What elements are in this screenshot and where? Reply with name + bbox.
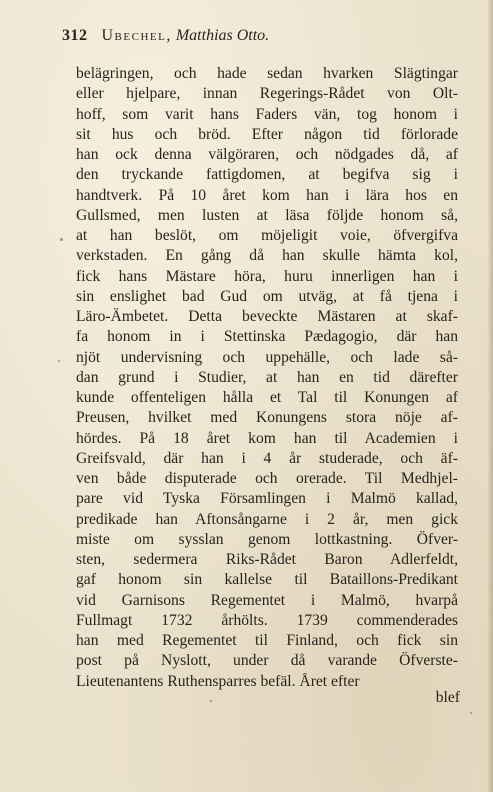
- text-line: vid Garnisons Regementet i Malmö, hvarpå: [76, 591, 458, 609]
- text-line: Läro-Ämbetet. Detta beveckte Mästaren at skaf-: [76, 308, 458, 325]
- text-line: post på Nyslott, under då varande Öfverste-: [76, 652, 458, 670]
- text-line: fa honom in i Stettinska Pædagogio, där han: [76, 328, 458, 346]
- text-line: han med Regementet til Finland, och fick sin: [76, 632, 458, 649]
- text-line: sin enslighet bad Gud om utväg, at få tjena i: [76, 287, 458, 305]
- catchword: blef: [435, 689, 460, 706]
- text-line: Preusen, hvilket med Konungens stora nöje af-: [76, 409, 458, 427]
- text-line: at han beslöt, om möjeligit voie, öfvergifva: [76, 227, 458, 244]
- text-line: sit hus och bröd. Efter någon tid förlorade: [76, 125, 458, 143]
- text-line: belägringen, och hade sedan hvarken Slägtingar: [76, 65, 458, 82]
- text-line: ven både disputerade och orerade. Til Medhjel-: [76, 470, 458, 487]
- paper-speck: [60, 238, 63, 241]
- text-line: dan grund i Studier, at han en tid därefter: [76, 368, 458, 386]
- text-line: Fullmagt 1732 århölts. 1739 commenderades: [76, 611, 458, 629]
- text-line: Lieutenantens Ruthensparres befäl. Året efter: [76, 672, 360, 690]
- running-header: [62, 24, 472, 48]
- text-line: den tryckande fattigdomen, at begifva sig i: [76, 166, 458, 184]
- text-line: eller hjelpare, innan Regerings-Rådet von Olt-: [76, 85, 458, 103]
- running-head: Ubechel,: [101, 27, 172, 44]
- paper-speck: [210, 700, 212, 702]
- page-edge-shadow: [487, 0, 493, 792]
- page-number: 312: [62, 27, 88, 44]
- text-line: sten, sedermera Riks-Rådet Baron Adlerfeldt,: [76, 551, 458, 568]
- text-line: gaf honom sin kallelse til Bataillons-Predikant: [76, 571, 458, 589]
- running-head-name: Matthias Otto.: [175, 27, 270, 44]
- text-line: verkstaden. En gång då han skulle hämta kol,: [76, 247, 458, 265]
- text-line: pare vid Tyska Församlingen i Malmö kallad,: [76, 490, 458, 508]
- text-line: Gullsmed, men lusten at läsa följde honom så,: [76, 206, 458, 224]
- text-line: hördes. På 18 året kom han til Academien i: [76, 429, 458, 447]
- text-line: fick hans Mästare höra, huru innerligen han i: [76, 267, 458, 285]
- paper-speck: [58, 360, 60, 362]
- text-line: handtverk. På 10 året kom han i lära hos en: [76, 186, 458, 204]
- text-line: han ock denna välgöraren, och nödgades då, af: [76, 146, 458, 163]
- text-line: hoff, som varit hans Faders vän, tog honom i: [76, 105, 458, 123]
- text-line: predikade han Aftonsångarne i 2 år, men gick: [76, 510, 458, 528]
- text-line: njöt undervisning och uppehälle, och lade så-: [76, 348, 458, 366]
- body-text: [76, 64, 458, 692]
- text-line: miste om sysslan genom lottkastning. Öfver-: [76, 530, 458, 548]
- paper-speck: [470, 712, 472, 714]
- text-line: kunde offenteligen hålla et Tal til Konungen af: [76, 389, 458, 406]
- text-line: Greifsvald, där han i 4 år studerade, och äf-: [76, 449, 458, 467]
